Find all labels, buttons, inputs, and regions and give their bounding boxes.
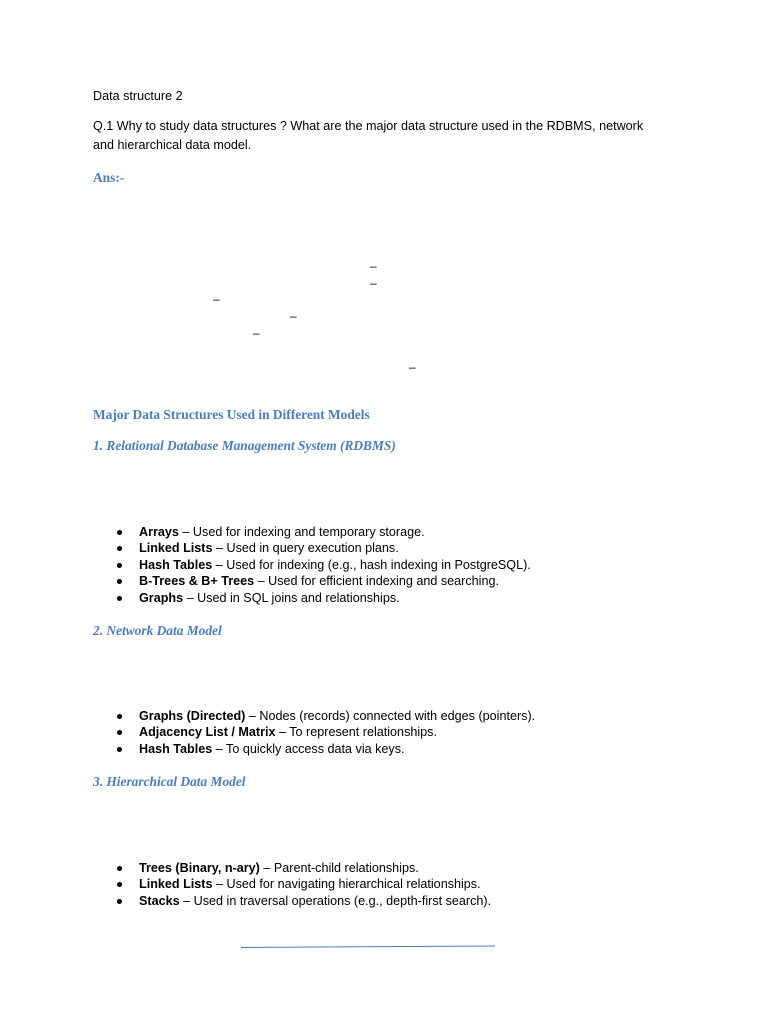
question-line-1: Q.1 Why to study data structures ? What are the major data structure used in the RDBMS, network <box>93 119 644 133</box>
item-desc: – Used for efficient indexing and searching. <box>254 574 499 589</box>
bullet-icon <box>117 579 122 584</box>
bullet-icon <box>117 866 122 871</box>
bullet-icon <box>117 730 122 735</box>
dash-mark: – <box>253 326 260 340</box>
item-desc: – Used for navigating hierarchical relationships. <box>212 877 481 892</box>
list-item <box>93 741 535 757</box>
answer-label: Ans:- <box>93 170 125 185</box>
bullet-icon <box>117 899 122 904</box>
item-desc: – To represent relationships. <box>275 725 437 740</box>
item-term: Hash Tables <box>139 557 213 572</box>
dash-mark: – <box>370 276 377 290</box>
item-term: Adjacency List / Matrix <box>139 725 276 740</box>
bullet-icon <box>117 596 122 601</box>
item-desc: – To quickly access data via keys. <box>212 741 405 756</box>
list-item <box>93 557 531 573</box>
item-term: Hash Tables <box>139 741 213 756</box>
item-desc: – Used for indexing (e.g., hash indexing in PostgreSQL). <box>212 557 531 572</box>
document-title: Data structure 2 <box>93 89 183 103</box>
dash-mark: – <box>409 360 416 374</box>
item-desc: – Used in SQL joins and relationships. <box>183 590 400 605</box>
dash-mark: – <box>370 259 377 273</box>
bullet-icon <box>117 563 122 568</box>
list-item <box>93 860 491 876</box>
list-item <box>93 708 535 724</box>
item-term: Stacks <box>139 893 180 908</box>
rdbms-list <box>93 524 531 606</box>
list-item <box>93 876 491 892</box>
list-item <box>93 893 491 909</box>
hierarchical-heading: 3. Hierarchical Data Model <box>93 774 246 789</box>
rdbms-heading: 1. Relational Database Management System (RDBMS) <box>93 438 396 453</box>
list-item <box>93 724 535 740</box>
item-term: Linked Lists <box>139 877 213 892</box>
item-term: Arrays <box>139 525 179 539</box>
dash-mark: – <box>213 292 220 306</box>
section-heading: Major Data Structures Used in Different Models <box>93 407 370 422</box>
bullet-icon <box>117 530 122 535</box>
horizontal-rule <box>241 945 495 948</box>
item-desc: – Used for indexing and temporary storage. <box>178 525 425 539</box>
list-item <box>93 524 531 540</box>
list-item <box>93 590 531 606</box>
item-term: Graphs (Directed) <box>139 709 246 723</box>
bullet-icon <box>117 546 122 551</box>
hierarchical-list <box>93 860 491 909</box>
bullet-icon <box>117 714 122 719</box>
item-term: Linked Lists <box>139 541 213 556</box>
list-item <box>93 540 531 556</box>
item-term: Trees (Binary, n-ary) <box>139 861 260 875</box>
network-heading: 2. Network Data Model <box>93 623 222 638</box>
item-term: Graphs <box>139 590 184 605</box>
item-desc: – Parent-child relationships. <box>259 861 419 875</box>
item-desc: – Used in query execution plans. <box>212 541 399 556</box>
list-item <box>93 573 531 589</box>
network-list <box>93 708 535 757</box>
item-desc: – Used in traversal operations (e.g., depth-first search). <box>179 893 492 908</box>
item-term: B-Trees & B+ Trees <box>139 574 255 589</box>
bullet-icon <box>117 747 122 752</box>
question-line-2: and hierarchical data model. <box>93 138 252 152</box>
bullet-icon <box>117 882 122 887</box>
item-desc: – Nodes (records) connected with edges (pointers). <box>245 709 536 723</box>
dash-mark: – <box>290 309 297 323</box>
